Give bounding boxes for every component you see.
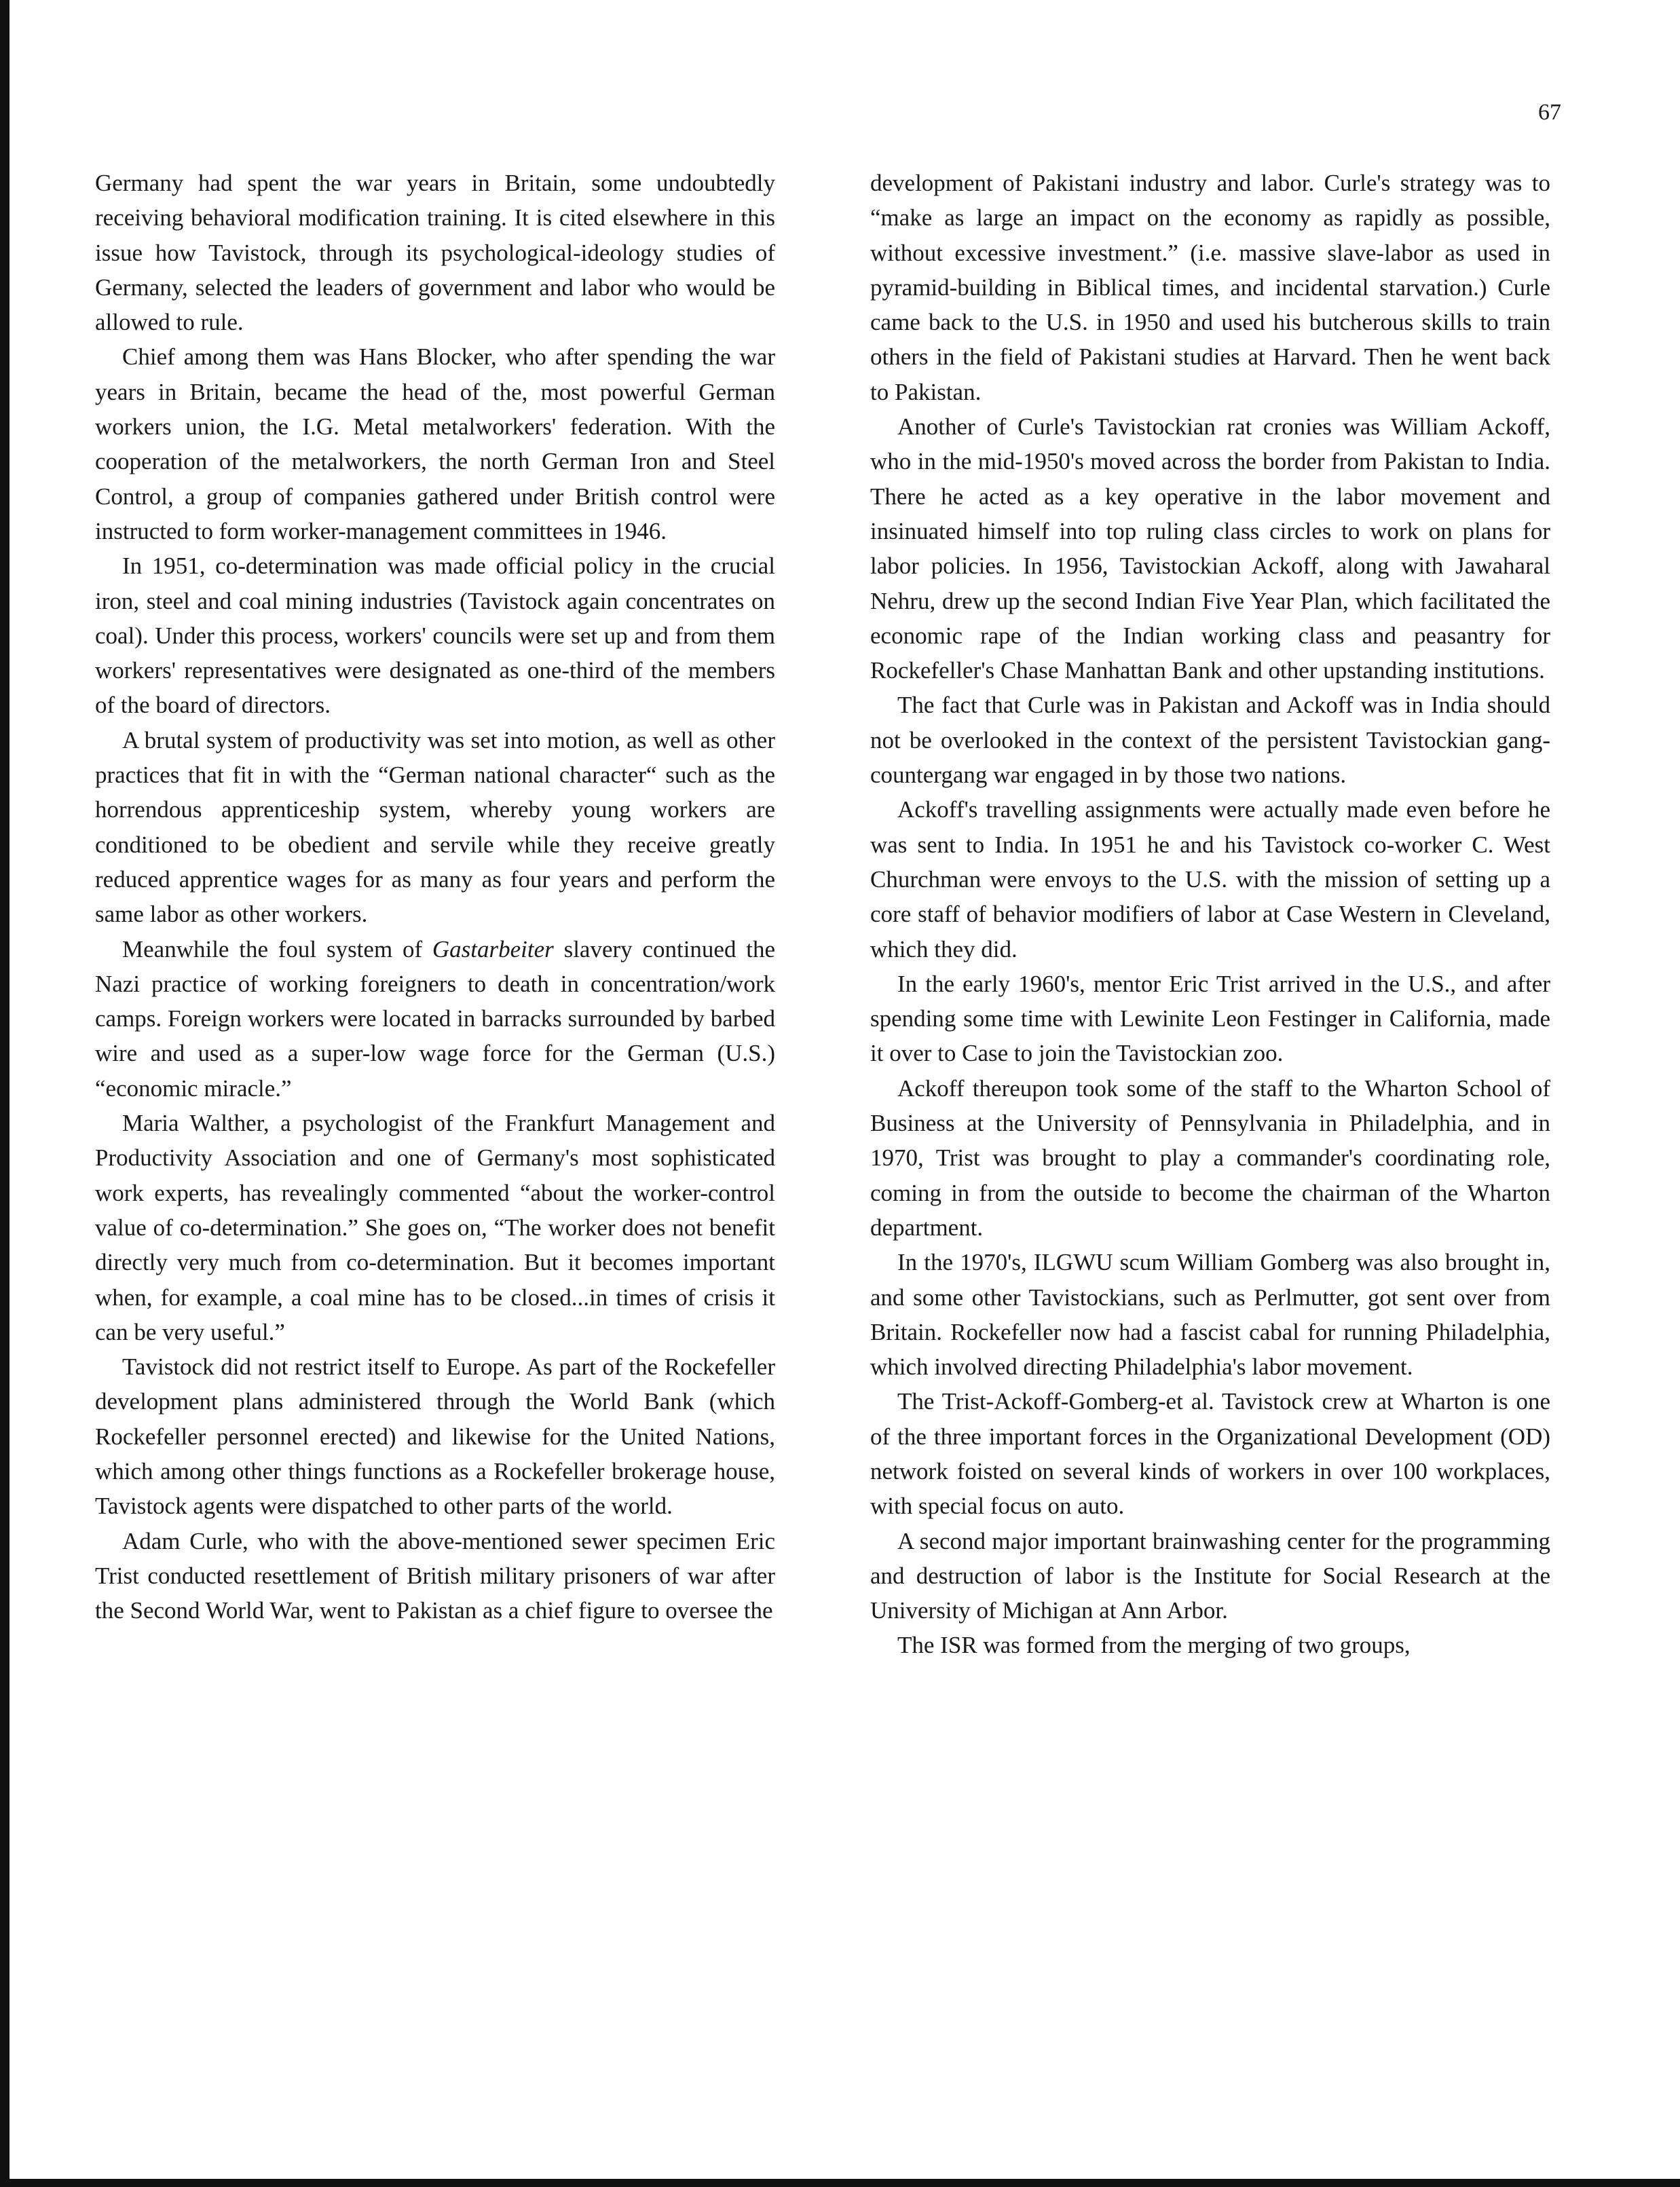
paragraph: Chief among them was Hans Blocker, who after spending the war years in Britain, became the head of the, most powerful German workers union, the I.G. Metal metalworkers' federation. With the cooperation of the metalworkers, the north German Iron and Steel Control, a group of companies gathered under British control were instructed to form worker-management committees in 1946. bbox=[95, 343, 775, 544]
paragraph: The ISR was formed from the merging of two groups, bbox=[897, 1632, 1411, 1659]
page-bottom-edge bbox=[0, 2179, 1680, 2187]
page-number: 67 bbox=[1538, 100, 1561, 125]
paragraph: Adam Curle, who with the above-mentioned sewer specimen Eric Trist conducted resettlement of British military prisoners of war after the Second World War, went to Pakistan as a chief figure to oversee the bbox=[95, 1527, 775, 1624]
paragraph: Ackoff's travelling assignments were actually made even before he was sent to India. In 1951 he and his Tavistock co-worker C. West Churchman were envoys to the U.S. with the mission of setting up a core staff of behavior modifiers of labor at Case Western in Cleveland, which they did. bbox=[870, 796, 1550, 962]
paragraph: A brutal system of productivity was set into motion, as well as other practices that fit in with the “German national character“ such as the horrendous apprenticeship system, whereby young workers are conditioned to be obedient and servile while they receive greatly reduced apprentice wages for as many as four years and perform the same labor as other workers. bbox=[95, 726, 775, 928]
paragraph: A second major important brainwashing center for the programming and destruction of labor is the Institute for Social Research at the University of Michigan at Ann Arbor. bbox=[870, 1527, 1550, 1624]
paragraph: The Trist-Ackoff-Gomberg-et al. Tavistock crew at Wharton is one of the three important forces in the Organizational Development (OD) network foisted on several kinds of workers in over 100 workplaces, with special focus on auto. bbox=[870, 1388, 1550, 1520]
paragraph: Maria Walther, a psychologist of the Frankfurt Management and Productivity Association and one of Germany's most sophisticated work experts, has revealingly commented “about the worker-control value of co-determination.” She goes on, “The worker does not benefit directly very much from co-determination. But it becomes important when, for example, a coal mine has to be closed...in times of crisis it can be very useful.” bbox=[95, 1110, 775, 1345]
paragraph: In 1951, co-determination was made official policy in the crucial iron, steel and coal mining industries (Tavistock again concentrates on coal). Under this process, workers' councils were set up and from them workers' representatives were designated as one-third of the members of the board of directors. bbox=[95, 553, 775, 719]
paragraph: development of Pakistani industry and labor. Curle's strategy was to “make as large an impact on the economy as rapidly as possible, without excessive investment.” (i.e. massive slave-labor as used in pyramid-building in Biblical times, and incidental starvation.) Curle came back to the U.S. in 1950 and used his butcherous skills to train others in the field of Pakistani studies at Harvard. Then he went back to Pakistan. bbox=[870, 170, 1550, 405]
paragraph-gastarbeiter bbox=[95, 932, 775, 1106]
paragraph: Ackoff thereupon took some of the staff to the Wharton School of Business at the University of Pennsylvania in Philadelphia, and in 1970, Trist was brought to play a commander's coordinating role, coming in from the outside to become the chairman of the Wharton department. bbox=[870, 1074, 1550, 1241]
paragraph: Germany had spent the war years in Britain, some undoubtedly receiving behavioral modification training. It is cited elsewhere in this issue how Tavistock, through its psychological-ideology studies of Germany, selected the leaders of government and labor who would be allowed to rule. bbox=[95, 170, 775, 336]
paragraph: Another of Curle's Tavistockian rat cronies was William Ackoff, who in the mid-1950's moved across the border from Pakistan to India. There he acted as a key operative in the labor movement and insinuated himself into top ruling class circles to work on plans for labor policies. In 1956, Tavistockian Ackoff, along with Jawaharal Nehru, drew up the second Indian Five Year Plan, which facilitated the economic rape of the Indian working class and peasantry for Rockefeller's Chase Manhattan Bank and other upstanding institutions. bbox=[870, 413, 1550, 684]
italic-term: Gastarbeiter bbox=[432, 935, 554, 962]
page-binding-edge bbox=[0, 0, 10, 2187]
left-column bbox=[95, 166, 775, 1628]
paragraph: In the 1970's, ILGWU scum William Gomberg was also brought in, and some other Tavistockians, such as Perlmutter, got sent over from Britain. Rockefeller now had a fascist cabal for running Philadelphia, which involved directing Philadelphia's labor movement. bbox=[870, 1249, 1550, 1381]
paragraph: The fact that Curle was in Pakistan and Ackoff was in India should not be overlooked in the context of the persistent Tavistockian gang-countergang war engaged in by those two nations. bbox=[870, 692, 1550, 789]
paragraph: Tavistock did not restrict itself to Europe. As part of the Rockefeller development plans administered through the World Bank (which Rockefeller personnel erected) and likewise for the United Nations, which among other things functions as a Rockefeller brokerage house, Tavistock agents were dispatched to other parts of the world. bbox=[95, 1353, 775, 1520]
right-column bbox=[870, 166, 1550, 1663]
paragraph-text: Meanwhile the foul system of Gastarbeiter slavery continued the Nazi practice of working foreigners to death in concentration/work camps. Foreign workers were located in barracks surrounded by barbed wire and used as a super-low wage force for the German (U.S.) “economic miracle.” bbox=[95, 935, 775, 1102]
paragraph: In the early 1960's, mentor Eric Trist arrived in the U.S., and after spending some time with Lewinite Leon Festinger in California, made it over to Case to join the Tavistockian zoo. bbox=[870, 970, 1550, 1067]
